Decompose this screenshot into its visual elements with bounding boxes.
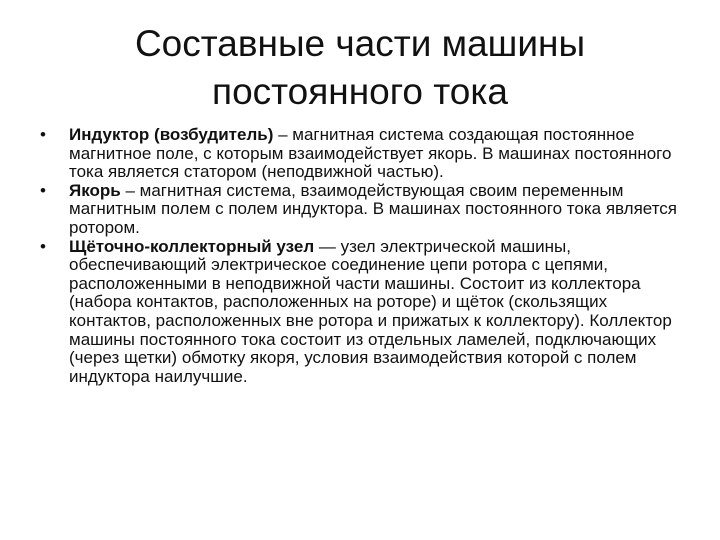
bullet-item-brush-commutator — [36, 238, 686, 387]
bullet-term: Индуктор (возбудитель) — [69, 125, 274, 144]
slide-title — [60, 20, 660, 116]
bullet-item-inductor — [36, 126, 686, 182]
bullet-icon: • — [40, 125, 46, 144]
slide-title-line-2: постоянного тока — [212, 71, 508, 112]
bullet-icon: • — [40, 180, 46, 200]
bullet-item-armature — [36, 182, 686, 238]
bullet-list — [36, 126, 686, 386]
slide-title-line-1: Составные части машины — [134, 23, 586, 64]
bullet-text: — узел электрической машины, обеспечивающий электрическое соединение цепи ротора с цепями, расположенными в неподвижной части машины. Состоит из коллектора (набора контактов, расположенных на роторе) и щёток (скользящих контактов, расположенных вне ротора и прижатых к коллектору). Коллектор машины постоянного тока состоит из отдельных ламелей, подключающих (через щетки) обмотку якоря, условия взаимодействия которой с полем индуктора наилучшие. — [69, 236, 672, 386]
bullet-icon: • — [40, 236, 46, 256]
bullet-text: – магнитная система, взаимодействующая своим переменным магнитным полем с полем индуктора. В машинах постоянного тока является ротором. — [69, 180, 677, 237]
bullet-term: Якорь — [69, 180, 121, 200]
bullet-text: – магнитная система создающая постоянное магнитное поле, с которым взаимодействует якорь. В машинах постоянного тока является статором (неподвижной частью). — [69, 125, 672, 182]
bullet-term: Щёточно-коллекторный узел — [69, 236, 315, 256]
